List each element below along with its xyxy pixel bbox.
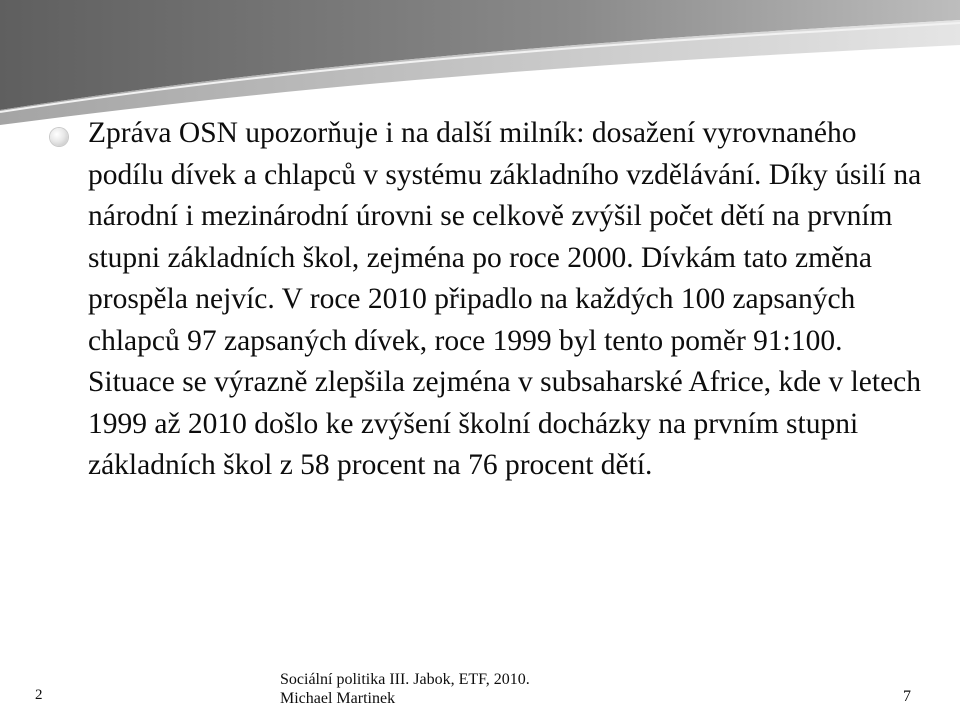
footer-page-number: 7 <box>903 688 911 705</box>
bullet-text: Zpráva OSN upozorňuje i na další milník: dosažení vyrovnaného podílu dívek a chlapců v systému základního vzdělávání. Díky úsilí na národní i mezinárodní úrovni se celkově zvýšil počet dětí na prvním stupni základních škol, zejména po roce 2000. Dívkám tato změna prospěla nejvíc. V roce 2010 připadlo na každých 100 zapsaných chlapců 97 zapsaných dívek, roce 1999 byl tento poměr 91:100. Situace se výrazně zlepšila zejména v subsaharské Africe, kde v letech 1999 až 2010 došlo ke zvýšení školní docházky na prvním stupni základních škol z 58 procent na 76 procent dětí. <box>88 117 922 481</box>
footer-citation-line1: Sociální politika III. Jabok, ETF, 2010. <box>280 671 530 688</box>
bullet-item <box>50 113 930 487</box>
footer-slide-number: 2 <box>35 687 43 703</box>
header-decoration <box>0 0 960 130</box>
bullet-dot-icon <box>50 128 68 146</box>
footer-citation <box>280 670 530 708</box>
footer-citation-line2: Michael Martinek <box>280 690 396 707</box>
